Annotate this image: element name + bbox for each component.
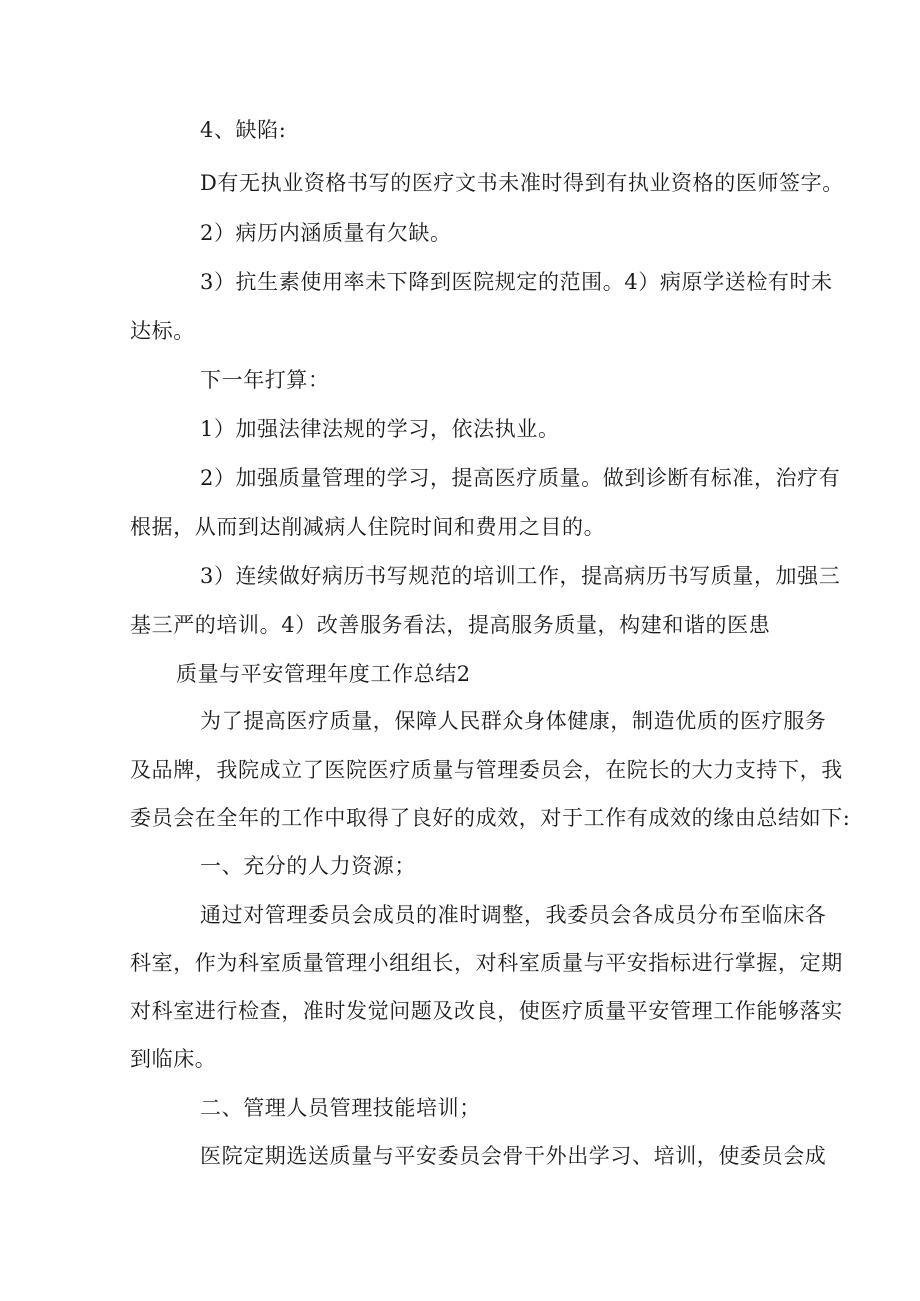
plan-item-1: 1）加强法律法规的学习，依法执业。 — [200, 417, 560, 441]
section-1-heading: 一、充分的人力资源； — [200, 854, 416, 878]
section-2-heading: 二、管理人员管理技能培训； — [200, 1096, 481, 1120]
section-1-paragraph-line-3: 对科室进行检查，准时发觉问题及改良，使医疗质量平安管理工作能够落实 — [130, 999, 843, 1023]
defect-item-4-continued: 达标。 — [130, 319, 195, 343]
section-1-paragraph-line-4: 到临床。 — [130, 1047, 217, 1071]
section-1-paragraph-line-2: 科室，作为科室质量管理小组组长，对科室质量与平安指标进行掌握，定期 — [130, 951, 843, 975]
defect-item-1: D有无执业资格书写的医疗文书未准时得到有执业资格的医师签字。 — [200, 171, 844, 195]
defect-item-2: 2）病历内涵质量有欠缺。 — [200, 221, 452, 245]
section-4-defects-heading: 4、缺陷: — [200, 118, 287, 142]
next-year-plan-heading: 下一年打算： — [200, 368, 330, 392]
intro-paragraph-line-3: 委员会在全年的工作中取得了良好的成效，对于工作有成效的缘由总结如下: — [130, 806, 851, 830]
plan-item-2-continued: 根据，从而到达削减病人住院时间和费用之目的。 — [130, 515, 606, 539]
plan-item-3-4-continued: 基三严的培训。4）改善服务看法，提高服务质量，构建和谐的医患 — [130, 613, 771, 637]
plan-item-2: 2）加强质量管理的学习，提高医疗质量。做到诊断有标准，治疗有 — [200, 466, 841, 490]
summary-2-title: 质量与平安管理年度工作总结2 — [176, 662, 471, 686]
plan-item-3: 3）连续做好病历书写规范的培训工作，提高病历书写质量，加强三 — [200, 564, 841, 588]
defect-item-3-4: 3）抗生素使用率未下降到医院规定的范围。4）病原学送检有时未 — [200, 270, 833, 294]
section-2-paragraph-line-1: 医院定期选送质量与平安委员会骨干外出学习、培训，使委员会成 — [200, 1144, 827, 1168]
intro-paragraph-line-1: 为了提高医疗质量，保障人民群众身体健康，制造优质的医疗服务 — [200, 709, 827, 733]
intro-paragraph-line-2: 及品牌，我院成立了医院医疗质量与管理委员会，在院长的大力支持下，我 — [130, 758, 843, 782]
section-1-paragraph-line-1: 通过对管理委员会成员的准时调整，我委员会各成员分布至临床各 — [200, 903, 827, 927]
